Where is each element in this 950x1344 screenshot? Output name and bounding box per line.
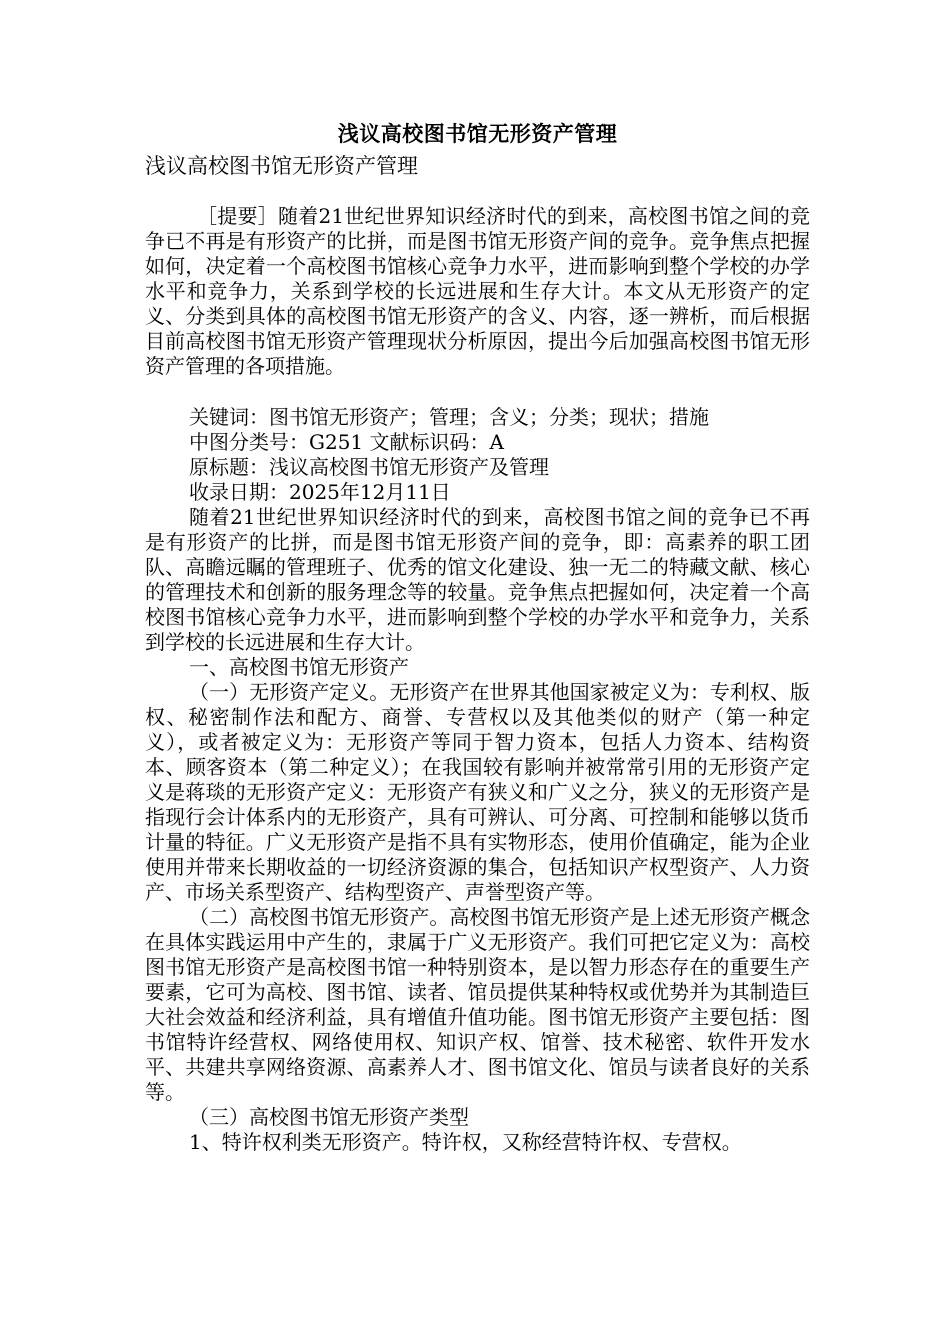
definition-paragraph: （一）无形资产定义。无形资产在世界其他国家被定义为：专利权、版权、秘密制作法和配方、商誉、专营权以及其他类似的财产（第一种定义），或者被定义为：无形资产等同于智力资本，包括人力资本、结构资本、顾客资本（第二种定义）；在我国较有影响并被常常引用的无形资产定义是蒋琰的无形资产定义：无形资产有狭义和广义之分，狭义的无形资产是指现行会计体系内的无形资产，具有可辨认、可分离、可控制和能够以货币计量的特征。广义无形资产是指不具有实物形态，使用价值确定，能为企业使用并带来长期收益的一切经济资源的集合，包括知识产权型资产、人力资产、市场关系型资产、结构型资产、声誉型资产等。 bbox=[145, 680, 810, 904]
document-subtitle: 浅议高校图书馆无形资产管理 bbox=[145, 154, 418, 178]
subsection-heading: （三）高校图书馆无形资产类型 bbox=[189, 1105, 469, 1129]
classification-line: 中图分类号：G251 文献标识码：A bbox=[189, 430, 504, 454]
keywords-line: 关键词：图书馆无形资产；管理；含义；分类；现状；措施 bbox=[189, 405, 709, 429]
received-date-line: 收录日期：2025年12月11日 bbox=[189, 480, 451, 504]
library-assets-paragraph: （二）高校图书馆无形资产。高校图书馆无形资产是上述无形资产概念在具体实践运用中产生的，隶属于广义无形资产。我们可把它定义为：高校图书馆无形资产是高校图书馆一种特别资本，是以智力形态存在的重要生产要素，它可为高校、图书馆、读者、馆员提供某种特权或优势并为其制造巨大社会效益和经济利益，具有增值升值功能。图书馆无形资产主要包括：图书馆特许经营权、网络使用权、知识产权、馆誉、技术秘密、软件开发水平、共建共享网络资源、高素养人才、图书馆文化、馆员与读者良好的关系等。 bbox=[145, 905, 810, 1104]
section-heading: 一、高校图书馆无形资产 bbox=[189, 655, 409, 679]
original-title-line: 原标题：浅议高校图书馆无形资产及管理 bbox=[189, 455, 549, 479]
document-title: 浅议高校图书馆无形资产管理 bbox=[337, 121, 618, 146]
franchise-paragraph: 1、特许权利类无形资产。特许权，又称经营特许权、专营权。 bbox=[189, 1130, 742, 1154]
abstract-paragraph: ［提要］随着21世纪世界知识经济时代的到来，高校图书馆之间的竞争已不再是有形资产的比拼，而是图书馆无形资产间的竞争。竞争焦点把握如何，决定着一个高校图书馆核心竞争力水平，进而影响到整个学校的办学水平和竞争力，关系到学校的长远进展和生存大计。本文从无形资产的定义、分类到具体的高校图书馆无形资产的含义、内容，逐一辨析，而后根据目前高校图书馆无形资产管理现状分析原因，提出今后加强高校图书馆无形资产管理的各项措施。 bbox=[145, 204, 810, 378]
document-page bbox=[145, 118, 810, 1155]
intro-paragraph: 随着21世纪世界知识经济时代的到来，高校图书馆之间的竞争已不再是有形资产的比拼，而是图书馆无形资产间的竞争，即：高素养的职工团队、高瞻远瞩的管理班子、优秀的馆文化建设、独一无二的特藏文献、核心的管理技术和创新的服务理念等的较量。竞争焦点把握如何，决定着一个高校图书馆核心竞争力水平，进而影响到整个学校的办学水平和竞争力，关系到学校的长远进展和生存大计。 bbox=[145, 505, 810, 654]
